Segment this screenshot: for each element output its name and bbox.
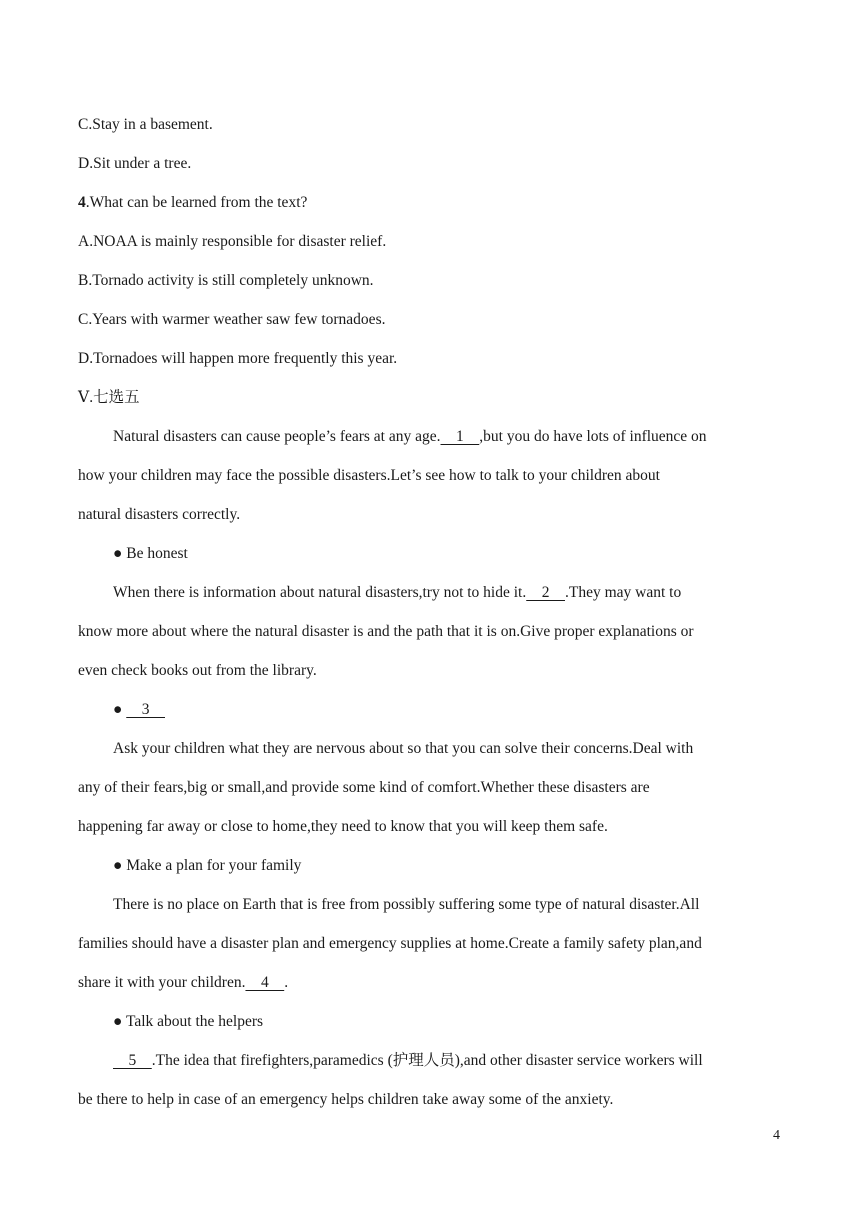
passage-line: families should have a disaster plan and emergency supplies at home.Create a family safety plan,and (78, 935, 702, 952)
passage-line: share it with your children. 4 . (78, 974, 289, 991)
subheading-blank-3: ● 3 (113, 701, 165, 718)
section-heading: Ⅴ.七选五 (78, 389, 140, 406)
blank-3: 3 (126, 701, 165, 718)
passage-line: Ask your children what they are nervous about so that you can solve their concerns.Deal with (113, 740, 694, 757)
passage-line: There is no place on Earth that is free from possibly suffering some type of natural disaster.All (113, 896, 700, 913)
passage-line: any of their fears,big or small,and provide some kind of comfort.Whether these disasters are (78, 779, 650, 796)
passage-line: even check books out from the library. (78, 662, 317, 679)
blank-5: 5 (113, 1052, 152, 1069)
option-c: C.Years with warmer weather saw few tornadoes. (78, 311, 386, 328)
option-c: C.Stay in a basement. (78, 116, 213, 133)
passage-line: happening far away or close to home,they need to know that you will keep them safe. (78, 818, 608, 835)
page-number: 4 (773, 1128, 780, 1143)
question-number: 4 (78, 194, 86, 211)
option-b: B.Tornado activity is still completely unknown. (78, 272, 374, 289)
blank-4: 4 (245, 974, 285, 991)
option-a: A.NOAA is mainly responsible for disaster relief. (78, 233, 387, 250)
subheading-be-honest: ● Be honest (113, 545, 188, 562)
blank-1: 1 (440, 428, 480, 445)
option-d: D.Tornadoes will happen more frequently this year. (78, 350, 398, 367)
passage-line: be there to help in case of an emergency helps children take away some of the anxiety. (78, 1091, 614, 1108)
passage-line: know more about where the natural disaster is and the path that it is on.Give proper explanations or (78, 623, 694, 640)
passage-line: When there is information about natural disasters,try not to hide it. 2 .They may want to (113, 584, 682, 601)
passage-line: natural disasters correctly. (78, 506, 241, 523)
option-d: D.Sit under a tree. (78, 155, 192, 172)
question-4 (78, 193, 307, 213)
subheading-make-plan: ● Make a plan for your family (113, 857, 302, 874)
passage-line: Natural disasters can cause people’s fears at any age. 1 ,but you do have lots of influence on (113, 428, 707, 445)
passage-line: 5 .The idea that firefighters,paramedics (护理人员),and other disaster service workers will (113, 1052, 703, 1069)
passage-line: how your children may face the possible disasters.Let’s see how to talk to your children about (78, 467, 660, 484)
blank-2: 2 (526, 584, 565, 601)
subheading-helpers: ● Talk about the helpers (113, 1013, 264, 1030)
question-text: .What can be learned from the text? (85, 194, 308, 211)
